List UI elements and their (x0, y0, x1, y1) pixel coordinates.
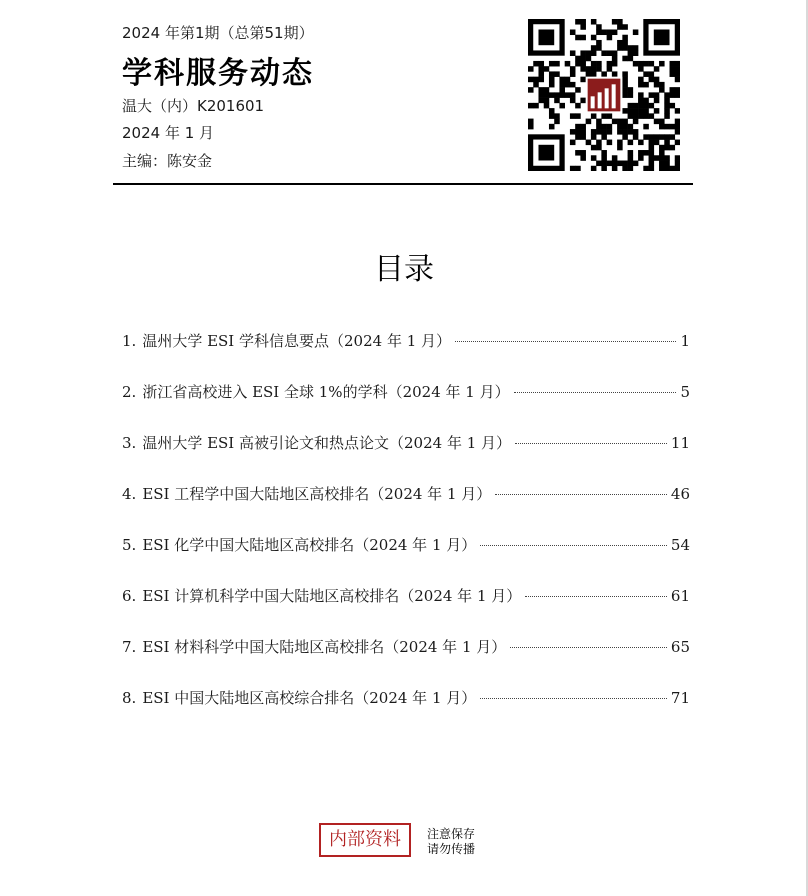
toc-entry-page: 5 (680, 383, 690, 401)
publication-code: 温大（内）K201601 (122, 97, 265, 115)
toc-entry-page: 11 (670, 434, 690, 452)
journal-title: 学科服务动态 (122, 56, 314, 91)
distribution-notice (427, 827, 475, 857)
toc-entry-page: 65 (670, 638, 690, 656)
internal-material-stamp: 内部资料 (319, 823, 411, 857)
toc-entry-title: 温州大学 ESI 高被引论文和热点论文（2024 年 1 月） (142, 434, 512, 452)
toc-entry-title: ESI 化学中国大陆地区高校排名（2024 年 1 月） (142, 536, 477, 554)
toc-entry-number: 3. (122, 434, 137, 452)
toc-entry-number: 5. (122, 536, 137, 554)
header-divider (113, 183, 693, 185)
toc-leader-dots (514, 392, 677, 393)
toc-entry[interactable] (122, 483, 690, 509)
toc-entry-number: 1. (122, 332, 137, 350)
toc-entry-page: 1 (680, 332, 690, 350)
toc-entry-title: ESI 工程学中国大陆地区高校排名（2024 年 1 月） (142, 485, 492, 503)
toc-entry[interactable] (122, 687, 690, 713)
publication-date: 2024 年 1 月 (122, 124, 215, 142)
toc-entry-number: 2. (122, 383, 137, 401)
toc-entry-number: 6. (122, 587, 137, 605)
toc-leader-dots (480, 545, 667, 546)
notice-line: 注意保存 (427, 827, 476, 841)
toc-entry[interactable] (122, 636, 690, 662)
toc-entry[interactable] (122, 330, 690, 356)
toc-entry-title: 温州大学 ESI 学科信息要点（2024 年 1 月） (142, 332, 452, 350)
toc-leader-dots (495, 494, 667, 495)
toc-entry[interactable] (122, 534, 690, 560)
notice-line: 请勿传播 (427, 842, 476, 856)
toc-entry[interactable] (122, 432, 690, 458)
issue-line: 2024 年第1期（总第51期） (122, 24, 314, 42)
toc-title: 目录 (374, 252, 434, 287)
editor-line: 主编：陈安金 (122, 152, 213, 170)
toc-entry-number: 8. (122, 689, 137, 707)
toc-entry-title: ESI 材料科学中国大陆地区高校排名（2024 年 1 月） (142, 638, 507, 656)
toc-entry[interactable] (122, 381, 690, 407)
toc-entry-number: 4. (122, 485, 137, 503)
toc-entry-title: ESI 计算机科学中国大陆地区高校排名（2024 年 1 月） (142, 587, 522, 605)
qr-code-icon (528, 19, 680, 171)
toc-entry-page: 71 (670, 689, 690, 707)
toc-leader-dots (455, 341, 676, 342)
toc-entry-page: 61 (670, 587, 690, 605)
toc-leader-dots (480, 698, 667, 699)
toc-entry-number: 7. (122, 638, 137, 656)
toc-entry-title: 浙江省高校进入 ESI 全球 1%的学科（2024 年 1 月） (142, 383, 510, 401)
toc-entry[interactable] (122, 585, 690, 611)
toc-leader-dots (510, 647, 667, 648)
toc-leader-dots (525, 596, 667, 597)
toc-entry-page: 46 (670, 485, 690, 503)
toc-entry-title: ESI 中国大陆地区高校综合排名（2024 年 1 月） (142, 689, 477, 707)
toc-entry-page: 54 (670, 536, 690, 554)
toc-leader-dots (515, 443, 667, 444)
